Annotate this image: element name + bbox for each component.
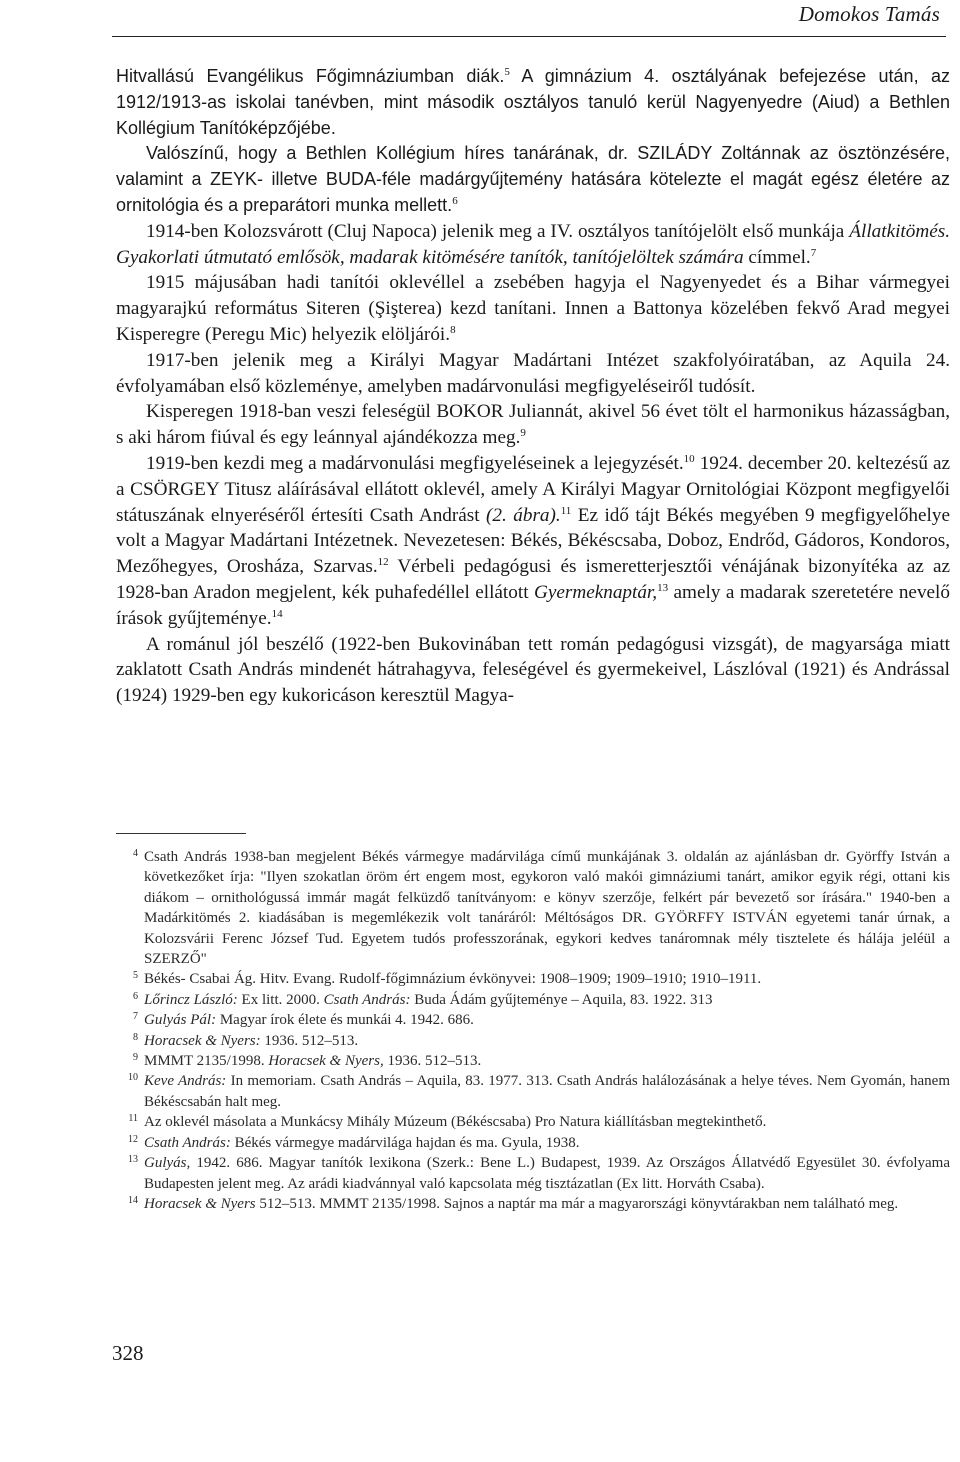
footnote-9 — [116, 1051, 950, 1071]
footnote-7 — [116, 1010, 950, 1030]
footnote-author: Csath András: — [144, 1134, 231, 1151]
footnote-text: Békés- Csabai Ág. Hitv. Evang. Rudolf-főgimnázium évkönyvei: 1908–1909; 1909–1910; 1910–1911. — [144, 971, 762, 988]
footnote-12 — [116, 1133, 950, 1153]
book-title: Állatkitömés. Gyakorlati útmutató emlősök, madarak kitömésére tanítók, tanítójelöltek számára — [116, 220, 950, 268]
footnote-13 — [116, 1153, 950, 1194]
footnote-number: 5 — [133, 970, 138, 982]
footnotes — [116, 847, 950, 1214]
header-rule — [112, 36, 946, 37]
footnote-text: Csath András 1938-ban megjelent Békés vármegye madárvilága című munkájának 3. oldalán az ajánlásban dr. Györffy István a következőket írja: "Ilyen szokatlan öröm ért engem most, egykoron való makói gimnáziumi tanárt, amikor egyik régi, ottani kis diákom – ornithológussá immár magát felküzdő tanítványom: e könyv szerzője, felkért pár bevezető sor írására." 1940-ben a Madárkitömés 2. kiadásában is megemlékezik volt tanáráról: Méltóságos DR. GYÖRFFY ISTVÁN egyetemi tanár úrnak, a Kolozsvárii Ferenc József Tud. Egyetem tudós professzorának, egykori kedves tanáromnak mély tisztelete és hálája jeléül a SZERZŐ" — [144, 849, 950, 968]
footnote-text: Ex litt. 2000. — [237, 991, 324, 1008]
footnote-text: MMMT 2135/1998. — [144, 1053, 269, 1070]
footnote-text: Békés vármegye madárvilága hajdan és ma. Gyula, 1938. — [230, 1134, 580, 1151]
footnote-author: Csath András: — [323, 991, 411, 1008]
footnote-ref[interactable]: 9 — [520, 427, 526, 440]
footnote-ref[interactable]: 14 — [271, 607, 283, 620]
footnote-number: 6 — [133, 990, 138, 1002]
footnote-8 — [116, 1031, 950, 1051]
footnote-author: Horacsek & Nyers: — [144, 1032, 261, 1049]
paragraph-1: Hitvallású Evangélikus Főgimnáziumban diák.$^5$ A gimnázium 4. osztályának befejezése után, az 1912/1913-as iskolai tanévben, mint második osztályos tanuló kerül Nagyenyedre (Aiud) a Bethlen Kollégium Tanítóképzőjébe. — [116, 66, 950, 138]
footnote-text: Buda Ádám gyűjteménye – Aquila, 83. 1922. 313 — [410, 991, 713, 1008]
footnote-14 — [116, 1194, 950, 1214]
page-number: 328 — [112, 1341, 144, 1365]
book-title: Gyermeknaptár, — [533, 581, 658, 603]
paragraph-8: A románul jól beszélő (1922-ben Bukovinában tett román pedagógusi vizsgát), de magyarsága miatt zaklatott Csath András mindenét hátrahagyva, feleségével és gyermekeivel, Lászlóval (1921) és Andrással (1924) 1929-ben egy kukoricáson keresztül Magya- — [116, 633, 950, 707]
footnote-rule — [116, 833, 246, 834]
footnote-number: 7 — [133, 1011, 138, 1023]
footnote-number: 11 — [128, 1113, 138, 1125]
footnote-author: Horacsek & Nyers — [144, 1195, 256, 1212]
footnote-5 — [116, 969, 950, 989]
paragraph-7: 1919-ben kezdi meg a madárvonulási megfigyeléseinek a lejegyzését.$^{10}$ 1924. december 20. keltezésű az a CSÖRGEY Titusz aláírásával ellátott oklevél, amely A Királyi Magyar Ornitológiai Központ megfigyelői státuszának elnyeréséről értesíti Csath Andrást (2. ábra).$^{11}$ Ez idő tájt Békés megyében 9 megfigyelőhelye volt a Magyar Madártani Intézetnek. Nevezetesen: Békés, Békéscsaba, Doboz, Endrőd, Gádoros, Kondoros, Mezőhegyes, Orosháza, Szarvas.$^{12}$ Vérbeli pedagógusi és ismeretterjesztői vénájának bizonyítéka az az 1928-ban Aradon megjelent, kék puhafedéllel ellátott Gyermeknaptár,$^{13}$ amely a madarak szeretetére nevelő írások gyűjteménye.$^{14}$ — [116, 452, 950, 629]
footnote-6 — [116, 990, 950, 1010]
footnote-number: 12 — [128, 1133, 138, 1145]
footnote-author: Gulyás Pál: — [144, 1012, 217, 1029]
footnote-number: 10 — [128, 1072, 138, 1084]
footnote-11 — [116, 1112, 950, 1132]
footnote-author: Gulyás, — [144, 1155, 191, 1172]
paragraph-6: Kisperegen 1918-ban veszi feleségül BOKOR Juliannát, akivel 56 évet tölt el harmonikus házasságban, s aki három fiúval és egy leánnyal ajándékozza meg.$^9$ — [116, 401, 950, 449]
footnote-4 — [116, 847, 950, 969]
footnote-text: 1942. 686. Magyar tanítók lexikona (Szerk.: Bene L.) Budapest, 1939. Az Országos Állatvédő Egyesület 30. évfolyama Budapesten jelent meg. Az arádi kiadvánnyal való kapcsolata még tisztázatlan (Ex litt. Horváth Csaba). — [144, 1155, 950, 1192]
footnote-ref[interactable]: 11 — [560, 504, 572, 517]
running-head: Domokos Tamás — [798, 2, 940, 26]
footnote-text: In memoriam. Csath András – Aquila, 83. 1977. 313. Csath András halálozásának a helye téves. Nem Gyomán, hanem Békéscsabán halt meg. — [144, 1073, 950, 1110]
footnote-ref[interactable]: 5 — [504, 66, 510, 78]
footnote-number: 13 — [128, 1154, 138, 1166]
paragraph-5: 1917-ben jelenik meg a Királyi Magyar Madártani Intézet szakfolyóiratában, az Aquila 24. évfolyamában első közleménye, amelyben madárvonulási megfigyeléseiről tudósít. — [116, 349, 950, 397]
body-text — [116, 64, 950, 709]
footnote-ref[interactable]: 13 — [657, 581, 669, 594]
footnote-author: Lőrincz László: — [144, 991, 238, 1008]
figure-ref: (2. ábra). — [486, 504, 561, 526]
footnote-ref[interactable]: 7 — [810, 246, 817, 259]
footnote-text: 1936. 512–513. — [260, 1032, 359, 1049]
footnote-ref[interactable]: 12 — [377, 556, 389, 569]
footnote-text: Magyar írok élete és munkái 4. 1942. 686. — [216, 1012, 474, 1029]
footnote-ref[interactable]: 6 — [452, 194, 458, 207]
footnote-number: 14 — [128, 1194, 138, 1206]
footnote-ref[interactable]: 10 — [683, 452, 695, 465]
footnote-number: 8 — [133, 1031, 138, 1043]
paragraph-2: Valószínű, hogy a Bethlen Kollégium híres tanárának, dr. SZILÁDY Zoltánnak az ösztönzésére, valamint a ZEYK- illetve BUDA-féle madárgyűjtemény hatására kötelezte el magát egész életére az ornitológia és a preparátori munka mellett.$^6$ — [116, 143, 950, 215]
footnote-text: 1936. 512–513. — [383, 1053, 482, 1070]
paragraph-3: 1914-ben Kolozsvárott (Cluj Napoca) jelenik meg a IV. osztályos tanítójelölt első munkája Állatkitömés. Gyakorlati útmutató emlősök, madarak kitömésére tanítók, tanítójelöltek számára címmel.$^7$ — [116, 220, 950, 268]
footnote-text: 512–513. MMMT 2135/1998. Sajnos a naptár ma már a magyarországi könyvtárakban nem található meg. — [255, 1195, 899, 1212]
footnote-ref[interactable]: 8 — [450, 323, 456, 336]
footnote-text: Az oklevél másolata a Munkácsy Mihály Múzeum (Békéscsaba) Pro Natura kiállításban megtekinthető. — [144, 1114, 767, 1131]
footnote-author: Keve András: — [144, 1073, 227, 1090]
paragraph-4: 1915 májusában hadi tanítói oklevéllel a zsebében hagyja el Nagyenyedet és a Bihar vármegyei magyarajkú református Siteren (Şişterea) kezd tanítani. Innen a Battonya közelében fekvő Arad megyei Kisperegre (Peregu Mic) helyezik elöljárói.$^8$ — [116, 272, 950, 345]
footnote-10 — [116, 1071, 950, 1112]
footnote-author: Horacsek & Nyers, — [268, 1053, 384, 1070]
footnote-number: 4 — [133, 848, 138, 859]
footnote-number: 9 — [133, 1052, 138, 1064]
